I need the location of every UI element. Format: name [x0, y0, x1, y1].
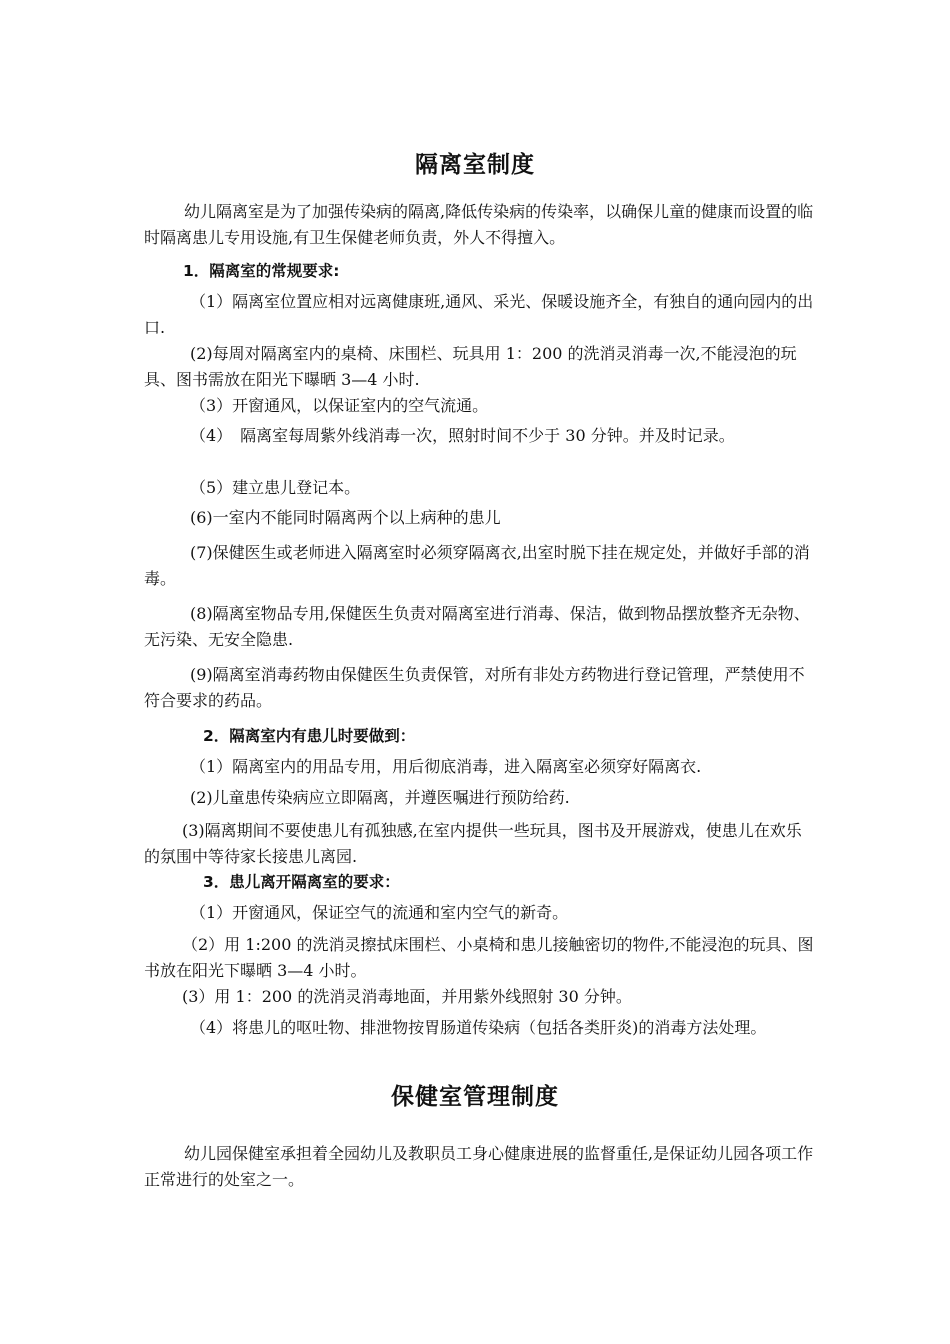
page-title: 隔离室制度	[415, 152, 535, 178]
list-item: （1）隔离室位置应相对远离健康班,通风、采光、保暖设施齐全，有独自的通向园内的出口.	[144, 292, 814, 337]
list-item: (3）用 1：200 的洗消灵消毒地面，并用紫外线照射 30 分钟。	[182, 987, 632, 1006]
section-heading-3: 3．患儿离开隔离室的要求：	[203, 873, 400, 891]
intro-paragraph: 幼儿隔离室是为了加强传染病的隔离,降低传染病的传染率，以确保儿童的健康而设置的临时隔离患儿专用设施,有卫生保健老师负责，外人不得擅入。	[144, 202, 814, 247]
section-heading-1: 1．隔离室的常规要求:	[183, 262, 340, 280]
list-item: （1）开窗通风，保证空气的流通和室内空气的新奇。	[190, 903, 569, 922]
list-item: （1）隔离室内的用品专用，用后彻底消毒，进入隔离室必须穿好隔离衣.	[190, 757, 702, 776]
list-item: （4） 隔离室每周紫外线消毒一次，照射时间不少于 30 分钟。并及时记录。	[190, 426, 735, 445]
list-item: (8)隔离室物品专用,保健医生负责对隔离室进行消毒、保洁，做到物品摆放整齐无杂物、无污染、无安全隐患.	[144, 604, 810, 649]
list-item: (2)儿童患传染病应立即隔离，并遵医嘱进行预防给药.	[190, 788, 570, 807]
section-title-2: 保健室管理制度	[391, 1084, 559, 1110]
list-item: （5）建立患儿登记本。	[190, 478, 361, 497]
list-item: (2)每周对隔离室内的桌椅、床围栏、玩具用 1：200 的洗消灵消毒一次,不能浸泡的玩具、图书需放在阳光下曝晒 3—4 小时.	[144, 344, 797, 389]
list-item: (6)一室内不能同时隔离两个以上病种的患儿	[190, 508, 501, 527]
list-item: （4）将患儿的呕吐物、排泄物按胃肠道传染病（包括各类肝炎)的消毒方法处理。	[190, 1018, 767, 1037]
list-item: (3)隔离期间不要使患儿有孤独感,在室内提供一些玩具，图书及开展游戏，使患儿在欢乐的氛围中等待家长接患儿离园.	[144, 821, 802, 866]
list-item: (7)保健医生或老师进入隔离室时必须穿隔离衣,出室时脱下挂在规定处，并做好手部的消毒。	[144, 543, 810, 588]
section-heading-2: 2．隔离室内有患儿时要做到：	[203, 727, 416, 745]
list-item: （3）开窗通风，以保证室内的空气流通。	[190, 396, 489, 415]
list-item: （2）用 1:200 的洗消灵擦拭床围栏、小桌椅和患儿接触密切的物件,不能浸泡的玩具、图书放在阳光下曝晒 3—4 小时。	[144, 935, 814, 980]
intro-paragraph-2: 幼儿园保健室承担着全园幼儿及教职员工身心健康进展的监督重任,是保证幼儿园各项工作正常进行的处室之一。	[144, 1144, 814, 1189]
list-item: (9)隔离室消毒药物由保健医生负责保管，对所有非处方药物进行登记管理，严禁使用不符合要求的药品。	[144, 665, 805, 710]
